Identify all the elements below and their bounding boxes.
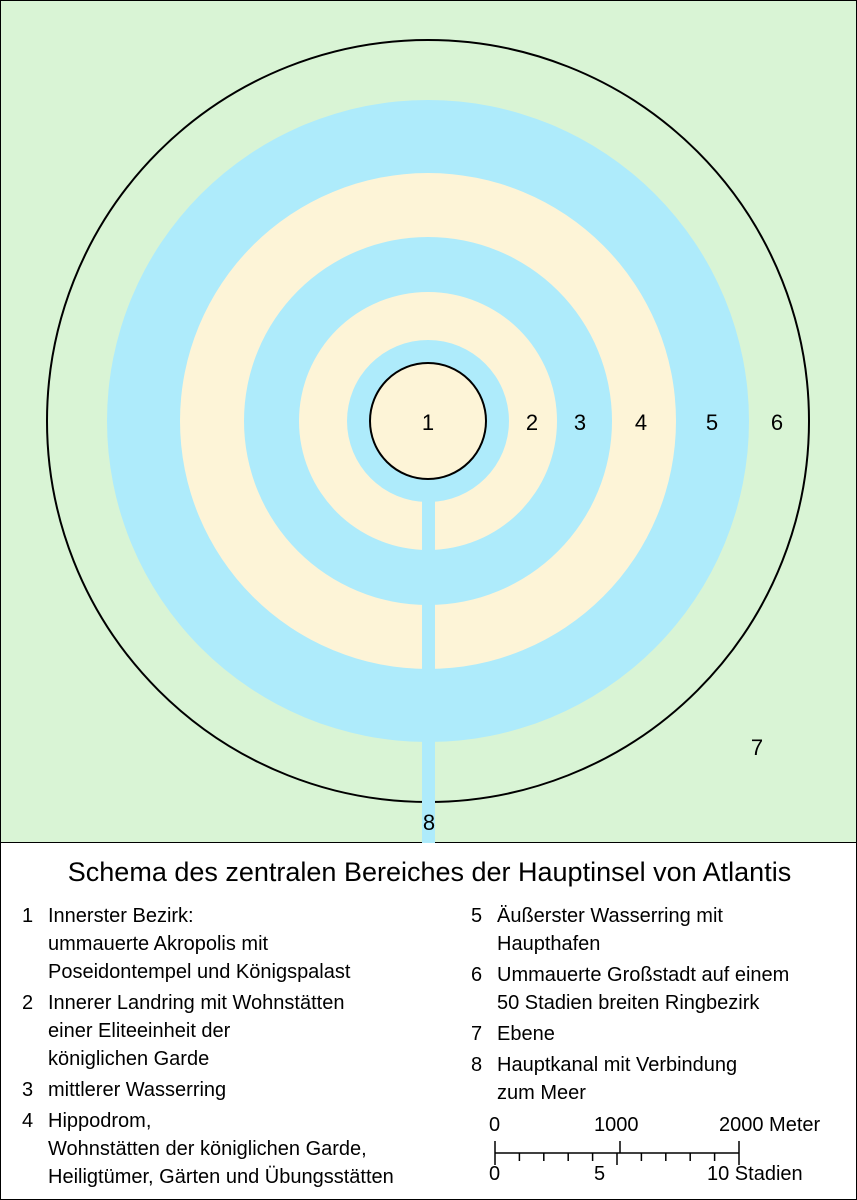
legend-line: Innerer Landring mit Wohnstätten	[48, 992, 345, 1014]
legend-number: 5	[471, 905, 483, 927]
legend-line: zum Meer	[497, 1082, 586, 1104]
legend-left-column	[22, 902, 394, 1194]
scale-meter-2000: 2000 Meter	[719, 1114, 821, 1136]
meter-ticks	[495, 1141, 739, 1153]
canal-label-8: 8	[422, 810, 436, 835]
main-canal	[422, 499, 435, 843]
ring-label-2: 2	[525, 410, 539, 435]
scale-stadien-0: 0	[489, 1163, 501, 1185]
legend-entry-5	[471, 902, 789, 958]
legend-entry-1	[22, 902, 394, 986]
legend-number: 6	[471, 964, 483, 986]
legend-line: einer Eliteeinheit der	[48, 1020, 231, 1042]
legend-number: 3	[22, 1079, 34, 1101]
scale-meter-1000: 1000	[594, 1114, 639, 1136]
legend-line: Heiligtümer, Gärten und Übungsstätten	[48, 1166, 394, 1188]
plain-label-7: 7	[750, 735, 764, 760]
legend-line: Haupthafen	[497, 933, 601, 955]
legend-line: Äußerster Wasserring mit	[497, 905, 723, 927]
legend-line: mittlerer Wasserring	[48, 1079, 227, 1101]
scale-stadien-10: 10 Stadien	[707, 1163, 803, 1185]
legend-line: Hauptkanal mit Verbindung	[497, 1054, 738, 1076]
legend-line: Poseidontempel und Königspalast	[48, 961, 351, 983]
ring-label-5: 5	[705, 410, 719, 435]
legend-line: Ebene	[497, 1023, 555, 1045]
ring-label-4: 4	[634, 410, 648, 435]
scale-stadien-5: 5	[594, 1163, 606, 1185]
legend-entry-7	[471, 1020, 789, 1048]
legend-entry-3	[22, 1076, 394, 1104]
caption-title: Schema des zentralen Bereiches der Hauptinsel von Atlantis	[67, 857, 792, 887]
legend-number: 8	[471, 1054, 483, 1076]
legend-right-column	[471, 902, 789, 1110]
legend-entry-6	[471, 961, 789, 1017]
legend-line: ummauerte Akropolis mit	[48, 933, 269, 955]
legend-number: 4	[22, 1110, 34, 1132]
legend-line: 50 Stadien breiten Ringbezirk	[497, 992, 760, 1014]
legend-line: Wohnstätten der königlichen Garde,	[48, 1138, 367, 1160]
legend-entry-4	[22, 1107, 394, 1191]
scale-meter-0: 0	[489, 1114, 501, 1136]
stadien-ticks	[495, 1153, 739, 1165]
legend-entry-8	[471, 1051, 789, 1107]
legend-number: 1	[22, 905, 34, 927]
ring-label-1: 1	[421, 410, 435, 435]
legend-line: Ummauerte Großstadt auf einem	[497, 964, 790, 986]
atlantis-schema	[1, 1, 856, 843]
legend-line: Hippodrom,	[48, 1110, 152, 1132]
legend-number: 7	[471, 1023, 483, 1045]
legend-entry-2	[22, 989, 394, 1073]
legend-line: Innerster Bezirk:	[48, 905, 194, 927]
legend-line: königlichen Garde	[48, 1048, 210, 1070]
ring-label-6: 6	[770, 410, 784, 435]
legend-number: 2	[22, 992, 34, 1014]
ring-label-3: 3	[573, 410, 587, 435]
